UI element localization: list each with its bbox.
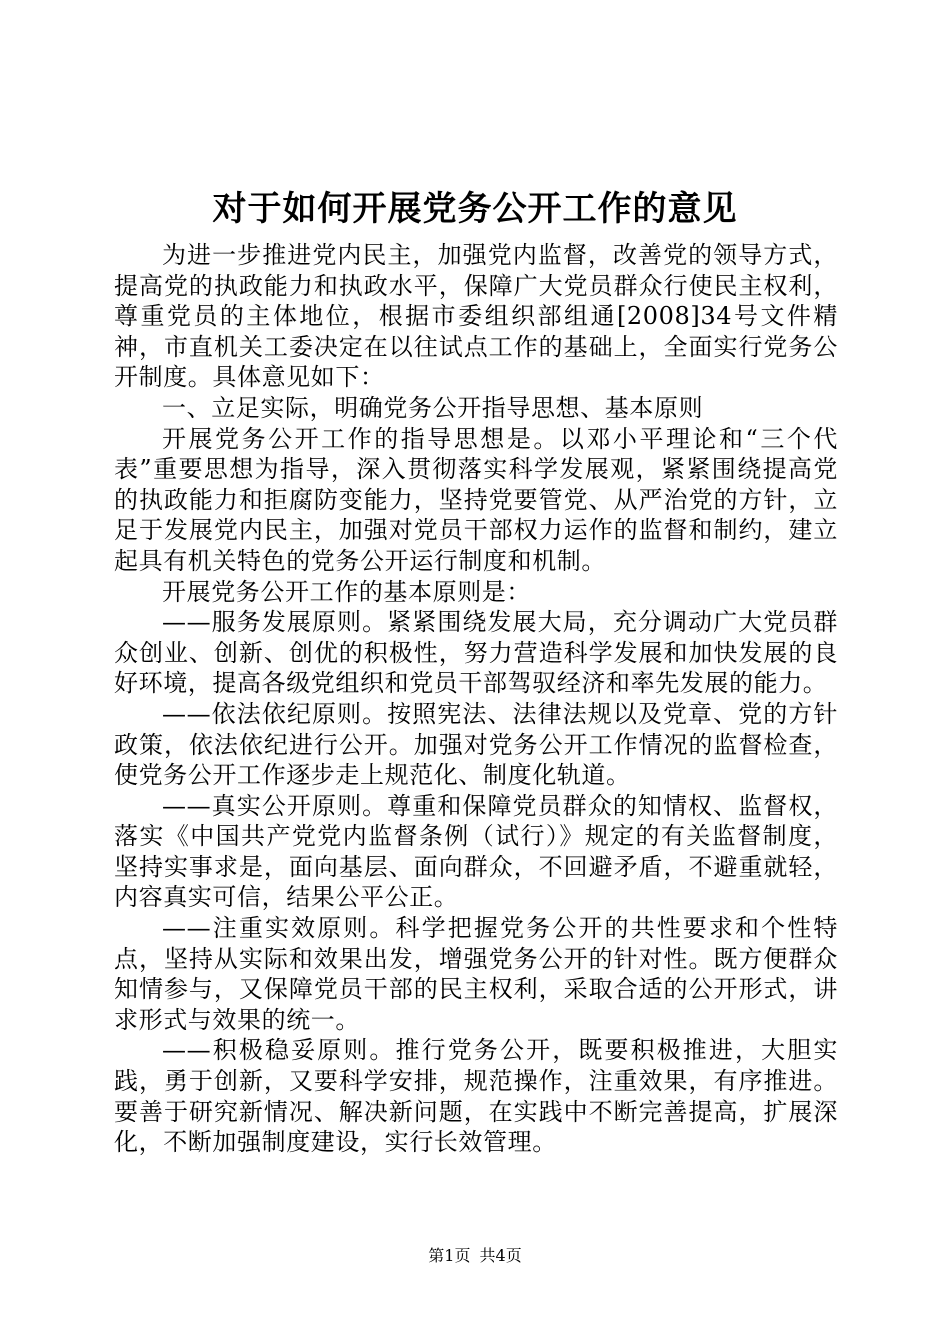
principle-steady-progress: ——积极稳妥原则。推行党务公开，既要积极推进，大胆实践，勇于创新，又要科学安排，规范操作，注重效果，有序推进。要善于研究新情况、解决新问题，在实践中不断完善提高，扩展深化，不断加强制度建设，实行长效管理。 <box>114 1036 838 1157</box>
document-title: 对于如何开展党务公开工作的意见 <box>212 189 738 229</box>
principle-lawful: ——依法依纪原则。按照宪法、法律法规以及党章、党的方针政策，依法依纪进行公开。加强对党务公开工作情况的监督检查，使党务公开工作逐步走上规范化、制度化轨道。 <box>114 699 838 790</box>
section-heading: 一、立足实际，明确党务公开指导思想、基本原则 <box>162 393 704 422</box>
page-footer <box>0 1246 950 1266</box>
document-body <box>114 240 838 1158</box>
principle-service-development: ——服务发展原则。紧紧围绕发展大局，充分调动广大党员群众创业、创新、创优的积极性，努力营造科学发展和加快发展的良好环境，提高各级党组织和党员干部驾驭经济和率先发展的能力。 <box>114 608 838 698</box>
basic-principles-intro: 开展党务公开工作的基本原则是： <box>162 577 531 606</box>
principle-truthful-disclosure: ——真实公开原则。尊重和保障党员群众的知情权、监督权，落实《中国共产党党内监督条例（试行）》规定的有关监督制度，坚持实事求是，面向基层、面向群众，不回避矛盾，不避重就轻，内容真实可信，结果公平公正。 <box>114 791 838 912</box>
page-number: 第1页 <box>428 1246 471 1265</box>
page-total: 共4页 <box>479 1246 522 1265</box>
guiding-ideology-paragraph: 开展党务公开工作的指导思想是。以邓小平理论和“三个代表”重要思想为指导，深入贯彻落实科学发展观，紧紧围绕提高党的执政能力和拒腐防变能力，坚持党要管党、从严治党的方针，立足于发展党内民主，加强对党员干部权力运作的监督和制约，建立起具有机关特色的党务公开运行制度和机制。 <box>114 424 838 575</box>
principle-effectiveness: ——注重实效原则。科学把握党务公开的共性要求和个性特点，坚持从实际和效果出发，增强党务公开的针对性。既方便群众知情参与，又保障党员干部的民主权利，采取合适的公开形式，讲求形式与效果的统一。 <box>114 914 838 1034</box>
intro-paragraph: 为进一步推进党内民主，加强党内监督，改善党的领导方式，提高党的执政能力和执政水平，保障广大党员群众行使民主权利，尊重党员的主体地位，根据市委组织部组通[2008]34号文件精神，市直机关工委决定在以往试点工作的基础上，全面实行党务公开制度。具体意见如下： <box>114 241 838 392</box>
